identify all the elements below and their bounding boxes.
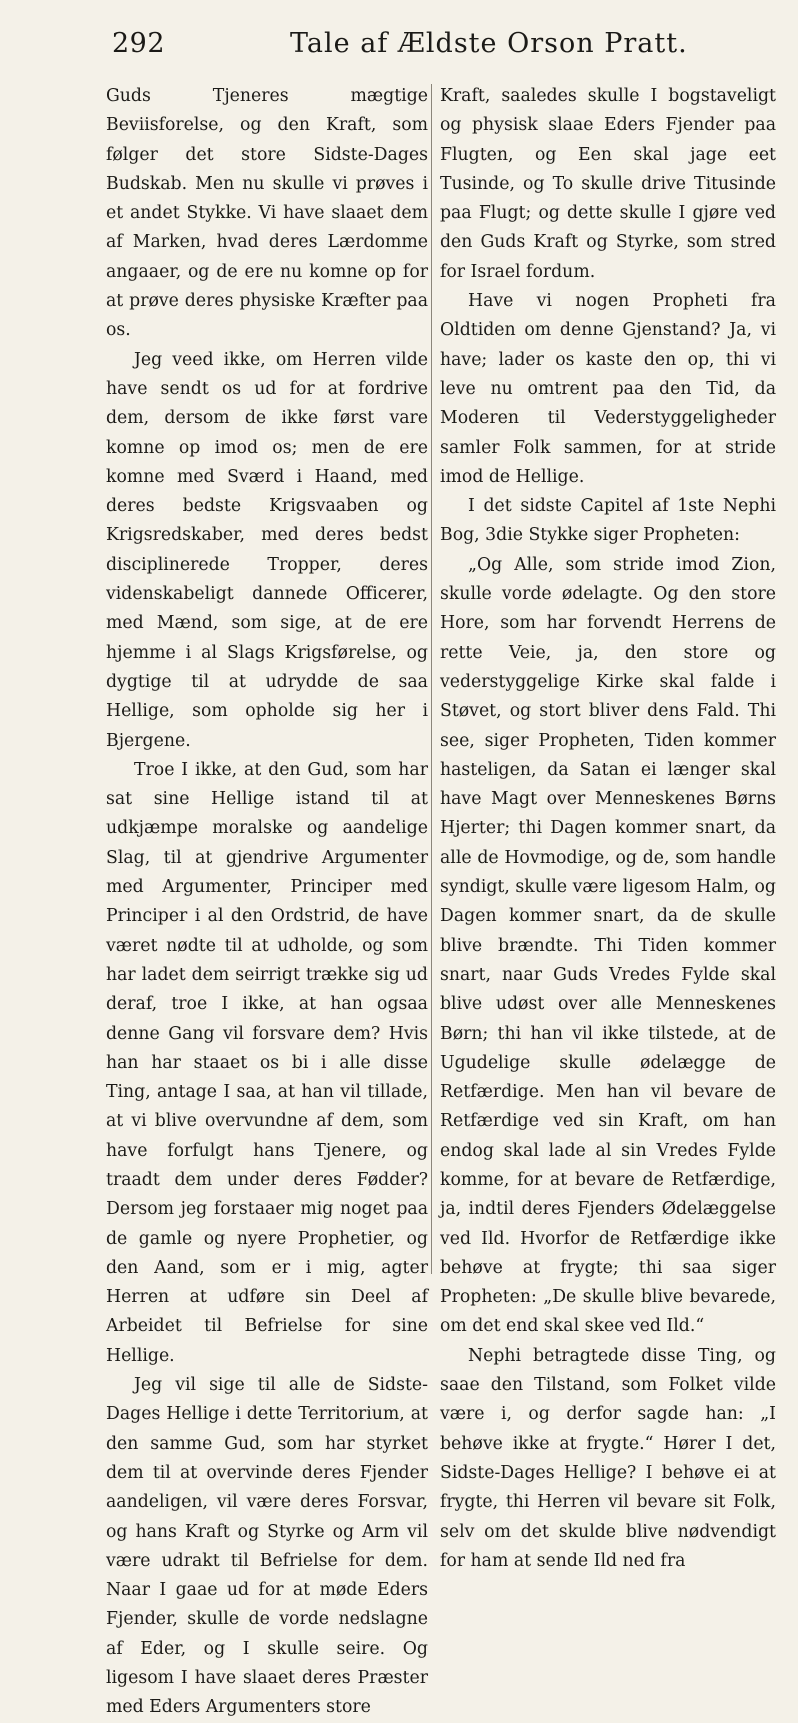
left-column [106, 82, 428, 1718]
paragraph: Jeg veed ikke, om Herren vilde have sendt os ud for at fordrive dem, dersom de ikke først vare komne op imod os; men de ere komne med Sværd i Haand, med deres bedste Krigsvaaben og Krigsredskaber, med deres bedst disciplinerede Tropper, deres videnskabeligt dannede Officerer, med Mænd, som sige, at de ere hjemme i al Slags Krigsførelse, og dygtige til at udrydde de saa Hellige, som opholde sig her i Bjergene. [106, 349, 428, 751]
paragraph: Nephi betragtede disse Ting, og saae den Tilstand, som Folket vilde være i, og derfor sagde han: „I behøve ikke at frygte.“ Hører I det, Sidste-Dages Hellige? I behøve ei at frygte, thi Herren vil bevare sit Folk, selv om det skulde blive nødvendigt for ham at sende Ild ned fra [440, 1345, 776, 1571]
paragraph: I det sidste Capitel af 1ste Nephi Bog, 3die Stykke siger Propheten: [440, 496, 776, 546]
paragraph: Have vi nogen Propheti fra Oldtiden om denne Gjenstand? Ja, vi have; lader os kaste den op, thi vi leve nu omtrent paa den Tid, da Moderen til Vederstyggeligheder samler Folk sammen, for at stride imod de Hellige. [440, 291, 776, 487]
paragraph: Kraft, saaledes skulle I bogstaveligt og physisk slaae Eders Fjender paa Flugten, og Een skal jage eet Tusinde, og To skulle drive Titusinde paa Flugt; og dette skulle I gjøre ved den Guds Kraft og Styrke, som stred for Israel fordum. [440, 86, 776, 282]
paragraph: Guds Tjeneres mægtige Beviisforelse, og den Kraft, som følger det store Sidste-Dages Budskab. Men nu skulle vi prøves i et andet Stykke. Vi have slaaet dem af Marken, hvad deres Lærdomme angaaer, og de ere nu komne op for at prøve deres physiske Kræfter paa os. [106, 86, 428, 341]
page-number: 292 [112, 28, 166, 59]
running-title: Tale af Ældste Orson Pratt. [290, 28, 688, 59]
paragraph: „Og Alle, som stride imod Zion, skulle vorde ødelagte. Og den store Hore, som har forvendt Herrens de rette Veie, ja, den store og vederstyggelige Kirke skal falde i Støvet, og stort bliver dens Fald. Thi see, siger Propheten, Tiden kommer hasteligen, da Satan ei længer skal have Magt over Menneskenes Børns Hjerter; thi Dagen kommer snart, da alle de Hovmodige, og de, som handle syndigt, skulle være ligesom Halm, og Dagen kommer snart, da de skulle blive brændte. Thi Tiden kommer snart, naar Guds Vredes Fylde skal blive udøst over alle Menneskenes Børn; thi han vil ikke tilstede, at de Ugudelige skulle ødelægge de Retfærdige. Men han vil bevare de Retfærdige ved sin Kraft, om han endog skal lade al sin Vredes Fylde komme, for at bevare de Retfærdige, ja, indtil deres Fjenders Ødelæggelse ved Ild. Hvorfor de Retfærdige ikke behøve at frygte; thi saa siger Propheten: „De skulle blive bevarede, om det end skal skee ved Ild.“ [440, 554, 776, 1337]
column-divider [431, 84, 432, 1274]
page-header [0, 0, 798, 70]
paragraph: Jeg vil sige til alle de Sidste-Dages Hellige i dette Territorium, at den samme Gud, som har styrket dem til at overvinde deres Fjender aandeligen, vil være deres Forsvar, og hans Kraft og Styrke og Arm vil være udrakt til Befrielse for dem. Naar I gaae ud for at møde Eders Fjender, skulle de vorde nedslagne af Eder, og I skulle seire. Og ligesom I have slaaet deres Præster med Eders Argumenters store [106, 1375, 428, 1718]
paragraph: Troe I ikke, at den Gud, som har sat sine Hellige istand til at udkjæmpe moralske og aandelige Slag, til at gjendrive Argumenter med Argumenter, Principer med Principer i al den Ordstrid, de have været nødte til at udholde, og som har ladet dem seirrigt trække sig ud deraf, troe I ikke, at han ogsaa denne Gang vil forsvare dem? Hvis han har staaet os bi i alle disse Ting, antage I saa, at han vil tillade, at vi blive overvundne af dem, som have forfulgt hans Tjenere, og traadt dem under deres Fødder? Dersom jeg forstaaer mig noget paa de gamle og nyere Prophetier, og den Aand, som er i mig, agter Herren at udføre sin Deel af Arbeidet til Befrielse for sine Hellige. [106, 759, 428, 1366]
right-column [440, 82, 776, 1571]
